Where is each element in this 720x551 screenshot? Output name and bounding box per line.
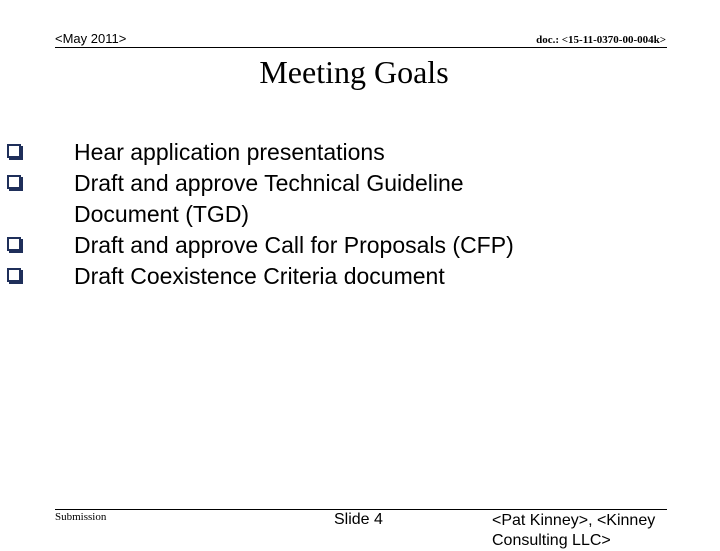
checkbox-square-icon	[7, 144, 21, 158]
bullet-text-continuation: Document (TGD)	[74, 201, 250, 227]
footer-slide-number: Slide 4	[334, 511, 383, 528]
footer-divider	[55, 509, 667, 510]
bullet-item	[7, 137, 667, 168]
checkbox-square-icon	[7, 175, 21, 189]
header-divider	[55, 47, 667, 48]
footer-submission: Submission	[55, 511, 107, 523]
bullet-text: Draft Coexistence Criteria document	[74, 263, 445, 289]
footer-author: <Pat Kinney>, <Kinney Consulting LLC>	[492, 512, 656, 549]
bullet-item	[7, 230, 667, 261]
slide-title: Meeting Goals	[259, 54, 449, 90]
checkbox-square-icon	[7, 268, 21, 282]
bullet-text: Hear application presentations	[74, 139, 385, 165]
bullet-item	[7, 168, 667, 230]
bullet-text: Draft and approve Call for Proposals (CFP)	[74, 232, 514, 258]
bullet-item	[7, 261, 667, 292]
checkbox-square-icon	[7, 237, 21, 251]
bullet-list	[7, 137, 667, 292]
bullet-text: Draft and approve Technical Guideline	[74, 170, 464, 196]
header-date: <May 2011>	[55, 31, 127, 46]
header-doc-id: doc.: <15-11-0370-00-004k>	[536, 34, 666, 46]
